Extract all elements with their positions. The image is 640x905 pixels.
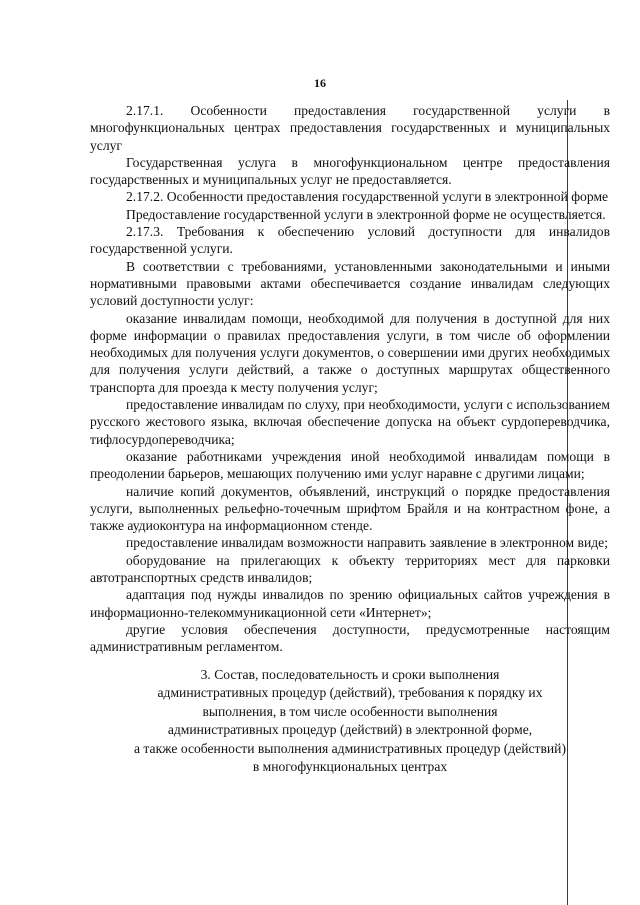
paragraph: В соответствии с требованиями, установленными законодательными и иными нормативными правовыми актами обеспечивается создание инвалидам следующих условий доступности услуг: [90, 258, 610, 309]
list-item-condition: предоставление инвалидам возможности направить заявление в электронном виде; [126, 535, 608, 551]
spacer [90, 656, 610, 666]
section-heading-line: административных процедур (действий), требования к порядку их [157, 685, 543, 700]
list-item-condition: адаптация под нужды инвалидов по зрению официальных сайтов учреждения в информационно-телекоммуникационной сети «Интернет»; [90, 587, 610, 620]
section-heading-line: выполнения, в том числе особенности выполнения [202, 703, 498, 719]
section-heading [90, 666, 610, 777]
section-heading-line: 3. Состав, последовательность и сроки выполнения [200, 666, 500, 682]
paragraph: Предоставление государственной услуги в электронной форме не осуществляется. [126, 206, 606, 222]
paragraph: Государственная услуга в многофункциональном центре предоставления государственных и муниципальных услуг не предоставляется. [90, 154, 610, 188]
list-item-condition: наличие копий документов, объявлений, инструкций о порядке предоставления услуги, выполненных рельефно-точечным шрифтом Брайля и на контрастном фоне, а также аудиоконтура на информационном стенде. [90, 483, 610, 534]
list-item-condition: оказание инвалидам помощи, необходимой для получения в доступной для них форме информации о правилах предоставления услуги, в том числе об оформлении необходимых для получения услуги документов, о совершении ими других необходимых для получения услуги действий, а также о доступных маршрутах общественного транспорта для проезда к месту получения услуг; [90, 310, 610, 395]
document-body [90, 102, 610, 777]
list-item-condition: оказание работниками учреждения иной необходимой инвалидам помощи в преодолении барьеров, мешающих получению ими услуг наравне с другими лицами; [90, 448, 610, 482]
list-item-condition: другие условия обеспечения доступности, предусмотренные настоящим административным регламентом. [90, 621, 610, 655]
page-number: 16 [314, 76, 326, 90]
paragraph-2-17-2-title: 2.17.2. Особенности предоставления государственной услуги в электронной форме [126, 189, 609, 205]
list-item-condition: оборудование на прилегающих к объекту территориях мест для парковки автотранспортных средств инвалидов; [90, 552, 610, 586]
list-item-condition: предоставление инвалидам по слуху, при необходимости, услуги с использованием русского жестового языка, включая обеспечение допуска на объект сурдопереводчика, тифлосурдопереводчика; [90, 397, 610, 447]
section-heading-line: в многофункциональных центрах [252, 759, 448, 774]
paragraph-2-17-3-title: 2.17.3. Требования к обеспечению условий доступности для инвалидов государственной услуги. [90, 224, 610, 257]
paragraph-2-17-1-title: 2.17.1. Особенности предоставления государственной услуги в многофункциональных центрах предоставления государственных и муниципальных услуг [90, 103, 610, 153]
section-heading-line: а также особенности выполнения административных процедур (действий) [134, 740, 566, 756]
section-heading-line: административных процедур (действий) в электронной форме, [167, 722, 533, 737]
